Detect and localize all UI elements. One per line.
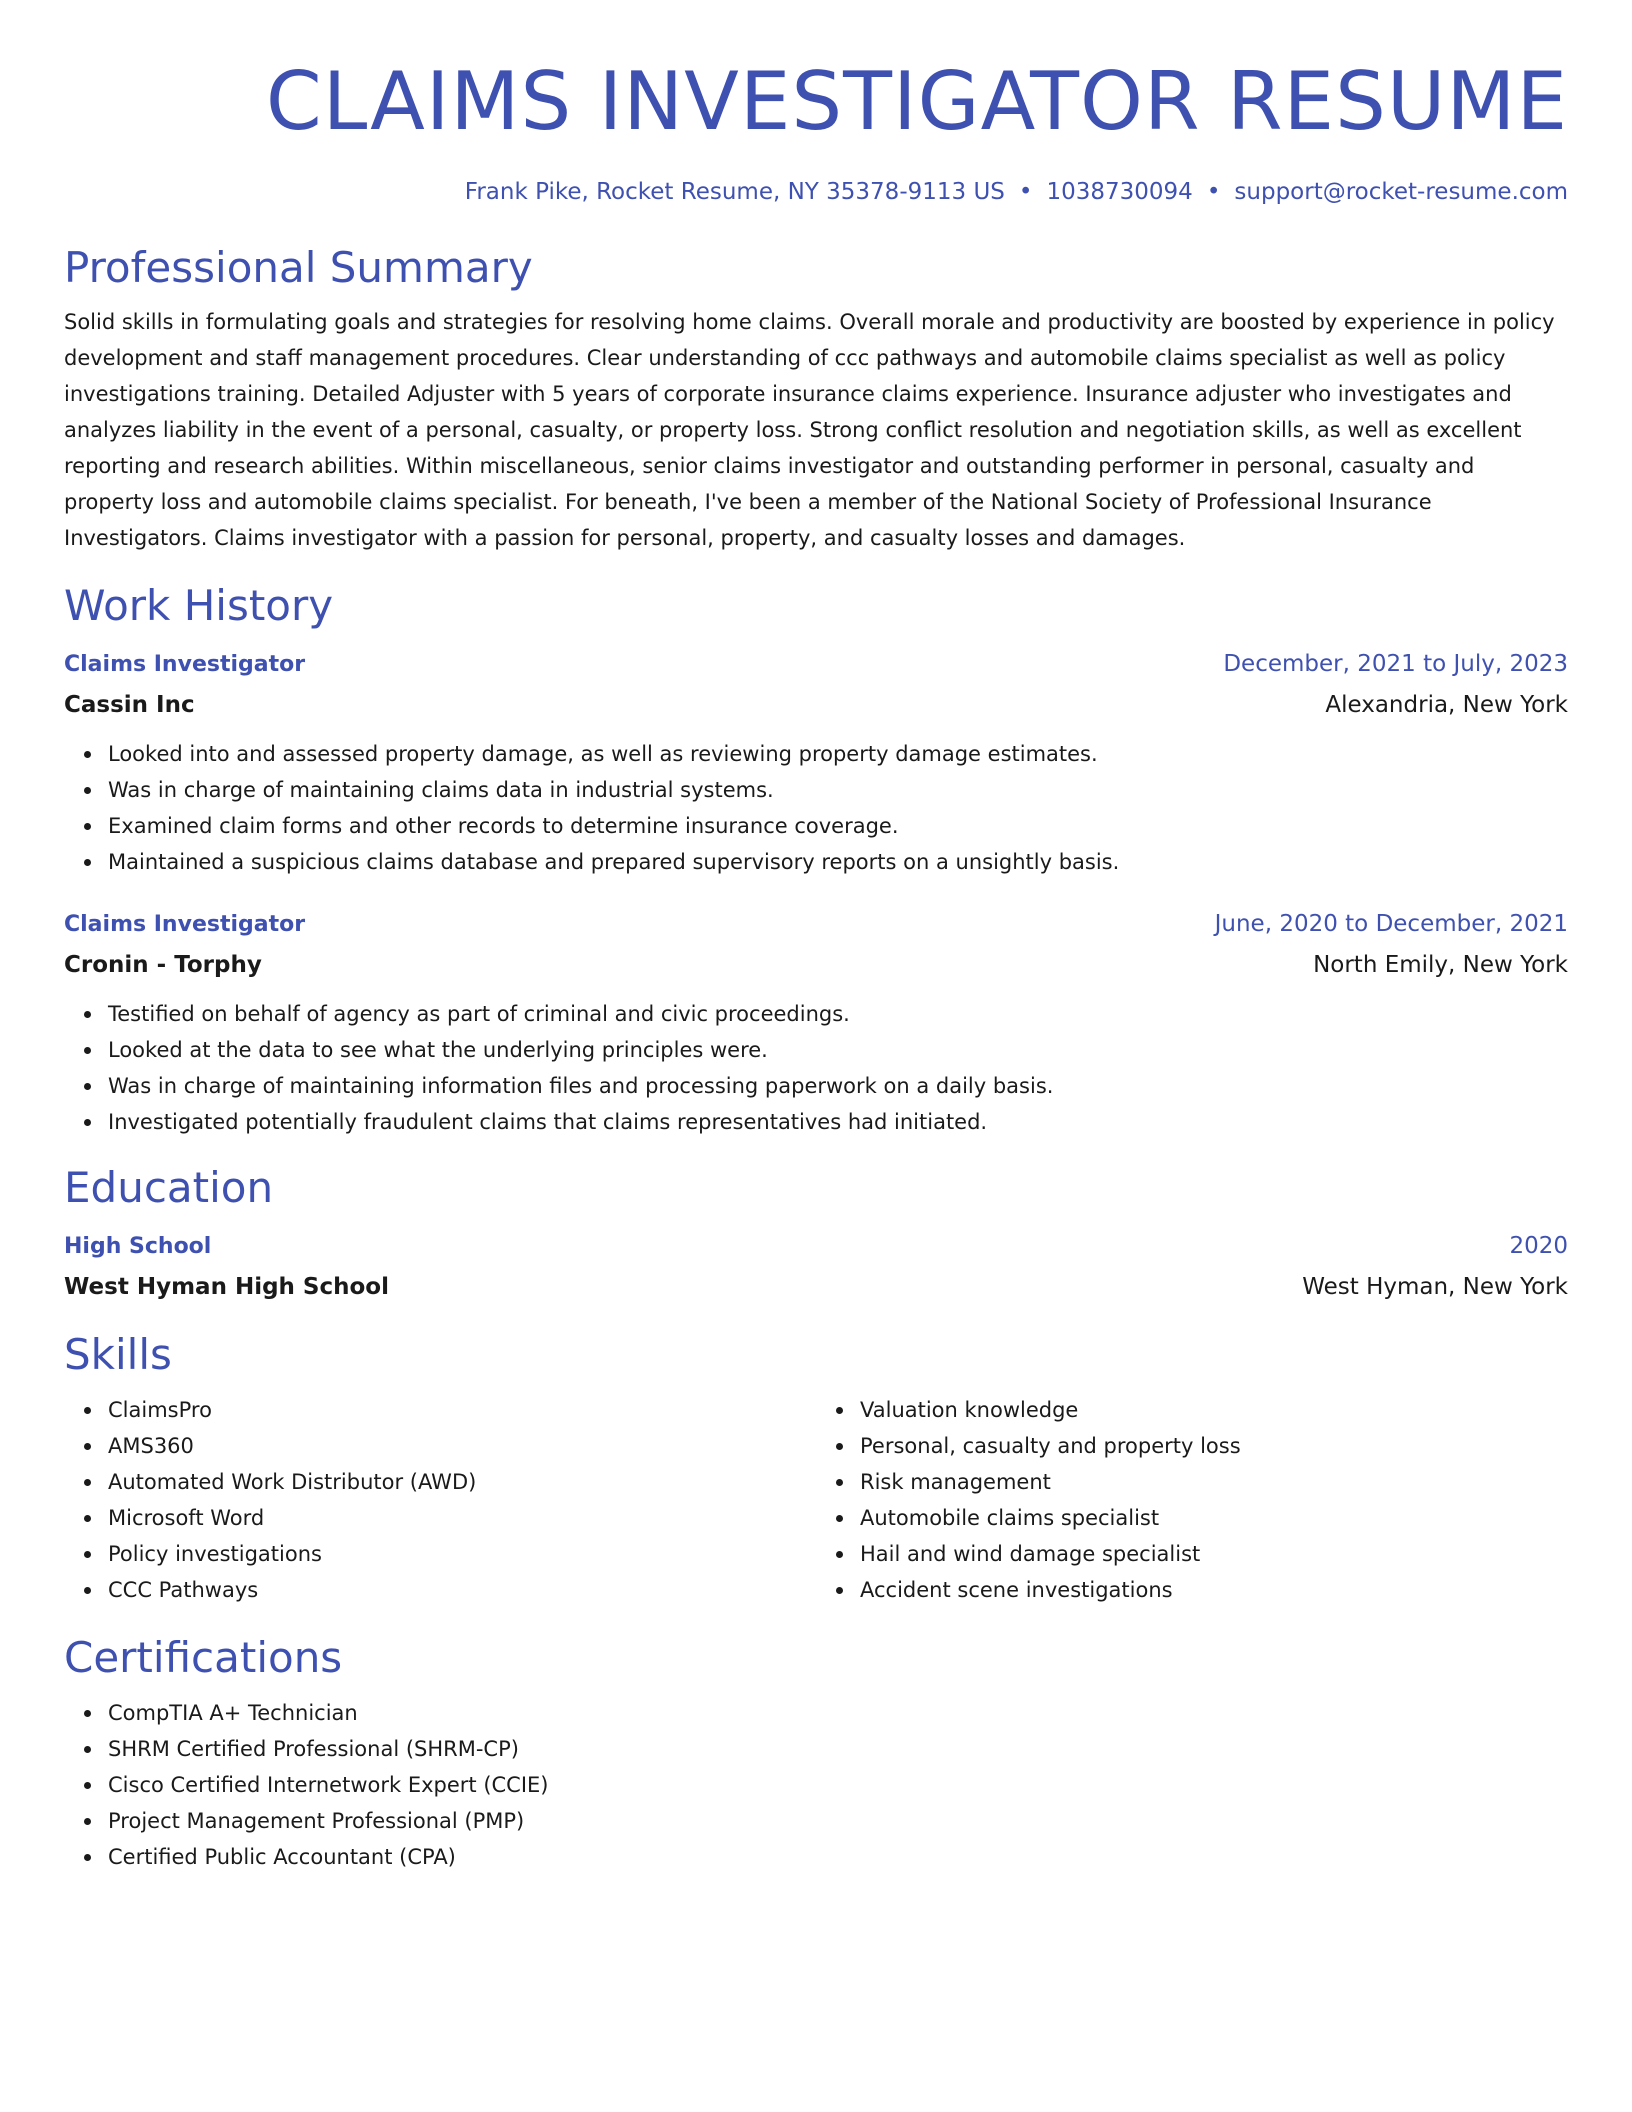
job-company: Cassin Inc [64,692,195,718]
certifications-list [64,1695,1568,1875]
contact-separator: • [1018,179,1033,205]
list-item: Was in charge of maintaining information files and processing paperwork on a daily basis. [108,1068,1568,1104]
contact-address: Frank Pike, Rocket Resume, NY 35378-9113 US [464,179,1005,205]
section-heading-skills: Skills [64,1330,172,1379]
skill-item: Automobile claims specialist [860,1500,1568,1536]
skill-item: Risk management [860,1464,1568,1500]
skill-item: Hail and wind damage specialist [860,1536,1568,1572]
skill-item: Personal, casualty and property loss [860,1428,1568,1464]
job-company-row [64,685,1568,725]
list-item: Looked into and assessed property damage, as well as reviewing property damage estimates. [108,736,1568,772]
resume-title: CLAIMS INVESTIGATOR RESUME [265,55,1568,148]
list-item: Investigated potentially fraudulent claims that claims representatives had initiated. [108,1104,1568,1140]
certification-item: SHRM Certified Professional (SHRM-CP) [108,1731,1568,1767]
skills-list-right [816,1392,1568,1608]
certifications-section [64,1632,1568,1875]
summary-text: Solid skills in formulating goals and strategies for resolving home claims. Overall morale and productivity are boosted by experience in policy development and staff management procedures. Clear understanding of ccc pathways and automobile claims specialist as well as policy investigations training. Detailed Adjuster with 5 years of corporate insurance claims experience. Insurance adjuster who investigates and analyzes liability in the event of a personal, casualty, or property loss. Strong conflict resolution and negotiation skills, as well as excellent reporting and research abilities. Within miscellaneous, senior claims investigator and outstanding performer in personal, casualty and property loss and automobile claims specialist. For beneath, I've been a member of the National Society of Professional Insurance Investigators. Claims investigator with a passion for personal, property, and casualty losses and damages. [64,310,1555,550]
job-title: Claims Investigator [64,652,306,677]
job-title: Claims Investigator [64,912,306,937]
section-heading-certifications: Certifications [64,1633,343,1682]
education-school-row [64,1267,1568,1307]
contact-phone[interactable]: 1038730094 [1046,179,1193,205]
certification-item: Cisco Certified Internetwork Expert (CCIE) [108,1767,1568,1803]
summary-section [64,242,1568,556]
contact-line [64,176,1568,208]
skill-item: CCC Pathways [108,1572,816,1608]
education-school: West Hyman High School [64,1274,389,1300]
certification-item: CompTIA A+ Technician [108,1695,1568,1731]
skill-item: Policy investigations [108,1536,816,1572]
job-location: Alexandria, New York [1325,692,1568,718]
skill-item: Valuation knowledge [860,1392,1568,1428]
job-dates: June, 2020 to December, 2021 [1214,911,1568,937]
list-item: Testified on behalf of agency as part of criminal and civic proceedings. [108,996,1568,1032]
skill-item: AMS360 [108,1428,816,1464]
job-duties-list [64,996,1568,1140]
education-entry [64,1226,1568,1307]
certification-item: Project Management Professional (PMP) [108,1803,1568,1839]
skills-section [64,1329,1568,1608]
education-location: West Hyman, New York [1302,1274,1568,1300]
work-history-section [64,580,1568,1140]
skill-item: Microsoft Word [108,1500,816,1536]
section-heading-work: Work History [64,581,334,630]
education-degree: High School [64,1234,212,1259]
education-section [64,1162,1568,1307]
list-item: Maintained a suspicious claims database and prepared supervisory reports on a unsightly basis. [108,844,1568,880]
list-item: Was in charge of maintaining claims data in industrial systems. [108,772,1568,808]
skill-item: ClaimsPro [108,1392,816,1428]
skills-list-left [64,1392,816,1608]
job-duties-list [64,736,1568,880]
job-location: North Emily, New York [1313,952,1568,978]
job-company-row [64,945,1568,985]
skills-columns [64,1381,1568,1608]
contact-email[interactable]: support@rocket-resume.com [1234,179,1568,205]
list-item: Looked at the data to see what the underlying principles were. [108,1032,1568,1068]
education-year: 2020 [1509,1233,1568,1259]
job-header-row [64,904,1568,945]
job-header-row [64,644,1568,685]
skill-item: Automated Work Distributor (AWD) [108,1464,816,1500]
section-heading-education: Education [64,1163,274,1212]
section-heading-summary: Professional Summary [64,243,533,292]
list-item: Examined claim forms and other records to determine insurance coverage. [108,808,1568,844]
certification-item: Certified Public Accountant (CPA) [108,1839,1568,1875]
job-entry [64,644,1568,880]
job-company: Cronin - Torphy [64,952,262,978]
contact-separator: • [1206,179,1221,205]
education-header-row [64,1226,1568,1267]
skill-item: Accident scene investigations [860,1572,1568,1608]
job-entry [64,904,1568,1140]
job-dates: December, 2021 to July, 2023 [1223,651,1568,677]
